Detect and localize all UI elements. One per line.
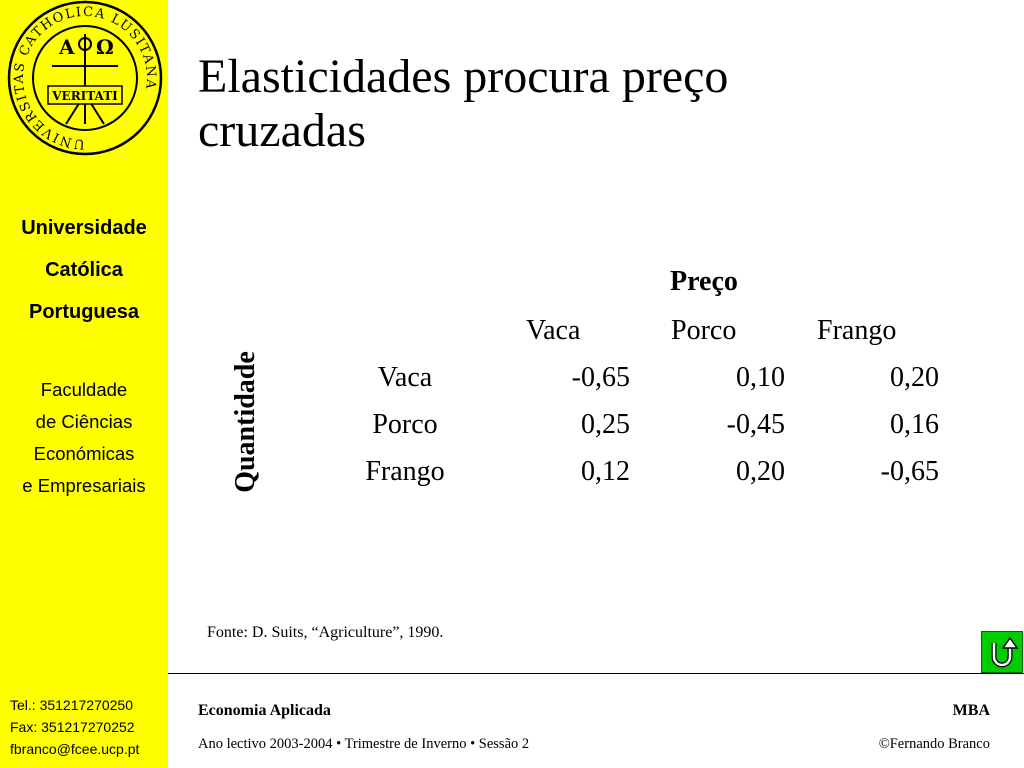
quantity-label: Quantidade xyxy=(230,351,261,493)
table-cell: 0,25 xyxy=(581,409,630,440)
table-cell: -0,45 xyxy=(726,409,785,440)
university-name-line: Universidade xyxy=(21,217,147,239)
table-cell: 0,20 xyxy=(736,456,785,487)
row-label-vaca: Vaca xyxy=(377,362,433,393)
row-label-porco: Porco xyxy=(372,409,438,440)
column-header-vaca: Vaca xyxy=(526,315,581,346)
svg-text:A: A xyxy=(59,35,75,59)
faculty-name-line: de Ciências xyxy=(35,411,133,432)
logo-ring-text: UNIVERSITAS CATHOLICA LUSITANA xyxy=(11,4,159,152)
contact-tel: Tel.: 351217270250 xyxy=(10,697,133,713)
faculty-name-line: Económicas xyxy=(33,443,135,464)
table-cell: 0,10 xyxy=(736,362,785,393)
table-cell: -0,65 xyxy=(571,362,630,393)
price-header: Preço xyxy=(670,266,738,297)
contact-email: fbranco@fcee.ucp.pt xyxy=(10,741,140,757)
footer-author: ©Fernando Branco xyxy=(878,736,990,752)
column-header-frango: Frango xyxy=(817,315,897,346)
footer-divider xyxy=(168,673,1024,674)
faculty-name-line: Faculdade xyxy=(40,379,128,400)
contact-fax: Fax: 351217270252 xyxy=(10,719,135,735)
table-cell: 0,16 xyxy=(890,409,939,440)
slide-title-line: Elasticidades procura preço xyxy=(198,50,729,103)
table-cell: 0,12 xyxy=(581,456,630,487)
slide-title-line: cruzadas xyxy=(198,104,366,157)
return-button[interactable] xyxy=(981,631,1023,673)
u-turn-arrow-icon xyxy=(985,635,1019,669)
faculty-name xyxy=(0,374,168,502)
table-cell: -0,65 xyxy=(880,456,939,487)
footer-course: Economia Aplicada xyxy=(198,702,331,719)
faculty-name-line: e Empresariais xyxy=(22,475,146,496)
row-label-frango: Frango xyxy=(365,456,445,487)
footer-program: MBA xyxy=(952,702,990,719)
column-header-porco: Porco xyxy=(671,315,737,346)
svg-text:Ω: Ω xyxy=(96,35,114,59)
source-note: Fonte: D. Suits, “Agriculture”, 1990. xyxy=(207,624,444,641)
sidebar xyxy=(0,0,168,768)
footer-session: Ano lectivo 2003-2004 • Trimestre de Inverno • Sessão 2 xyxy=(198,736,530,752)
slide-title xyxy=(198,50,978,158)
contact-info xyxy=(10,694,139,760)
university-logo xyxy=(4,0,166,158)
university-name-line: Portuguesa xyxy=(28,301,140,323)
table-cell: 0,20 xyxy=(890,362,939,393)
university-name xyxy=(0,207,168,333)
logo-motto: VERITATI xyxy=(52,89,118,103)
university-name-line: Católica xyxy=(45,259,123,281)
